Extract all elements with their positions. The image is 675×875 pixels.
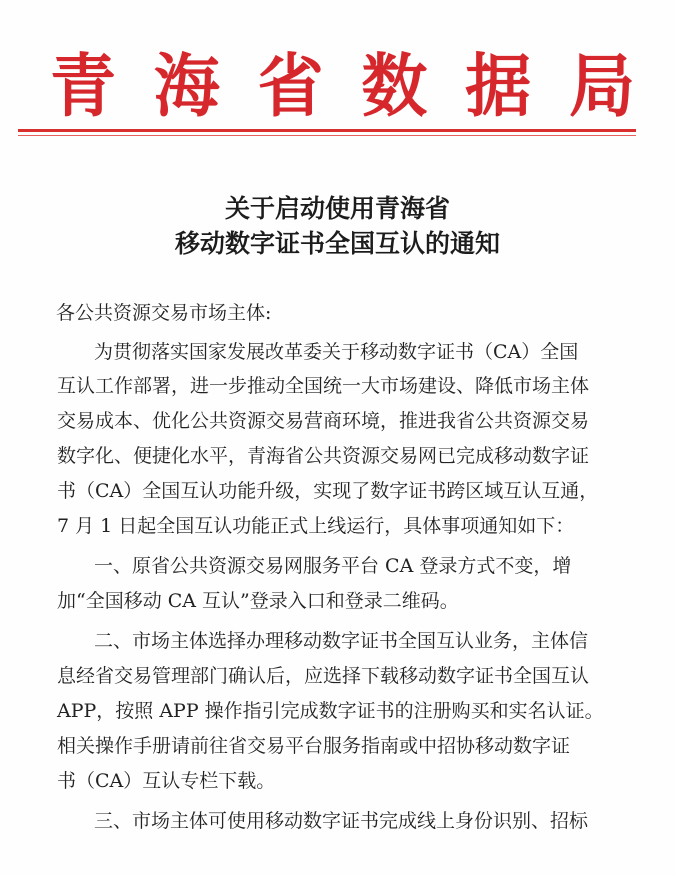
paragraph-1-line: 数字化、便捷化水平，青海省公共资源交易网已完成移动数字证	[57, 445, 590, 467]
paragraph-1-line: 互认工作部署，进一步推动全国统一大市场建设、降低市场主体	[57, 375, 590, 397]
paragraph-1-line: 7 月 1 日起全国互认功能正式上线运行，具体事项通知如下：	[57, 515, 575, 537]
paragraph-3-line: 息经省交易管理部门确认后，应选择下载移动数字证书全国互认	[57, 665, 590, 687]
paragraph-3-line: 二、市场主体选择办理移动数字证书全国互认业务，主体信	[94, 630, 589, 652]
issuer-char: 省	[257, 45, 324, 127]
document-title-line-1: 关于启动使用青海省	[224, 194, 450, 223]
paragraph-3-line: APP，按照 APP 操作指引完成数字证书的注册购买和实名认证。	[57, 700, 604, 722]
document-title-line-2: 移动数字证书全国互认的通知	[174, 229, 500, 258]
paragraph-2-line: 加“全国移动 CA 互认”登录入口和登录二维码。	[57, 590, 459, 612]
header-divider-thin	[18, 135, 636, 136]
paragraph-4-line: 三、市场主体可使用移动数字证书完成线上身份识别、招标	[94, 810, 589, 832]
issuer-char: 据	[465, 45, 532, 127]
issuer-header	[50, 40, 635, 127]
header-divider	[18, 129, 636, 132]
paragraph-1-line: 交易成本、优化公共资源交易营商环境，推进我省公共资源交易	[57, 410, 590, 432]
paragraph-1-line: 书（CA）全国互认功能升级，实现了数字证书跨区域互认互通，	[57, 480, 599, 502]
paragraph-1-line: 为贯彻落实国家发展改革委关于移动数字证书（CA）全国	[94, 341, 579, 363]
paragraph-3-line: 相关操作手册请前往省交易平台服务指南或中招协移动数字证	[57, 735, 571, 757]
issuer-char: 局	[568, 45, 635, 127]
paragraph-3-line: 书（CA）互认专栏下载。	[57, 770, 276, 792]
paragraph-2-line: 一、原省公共资源交易网服务平台 CA 登录方式不变，增	[94, 555, 572, 577]
issuer-char: 数	[361, 45, 428, 127]
issuer-char: 海	[153, 45, 220, 127]
salutation: 各公共资源交易市场主体:	[56, 302, 272, 324]
issuer-char: 青	[50, 45, 116, 127]
